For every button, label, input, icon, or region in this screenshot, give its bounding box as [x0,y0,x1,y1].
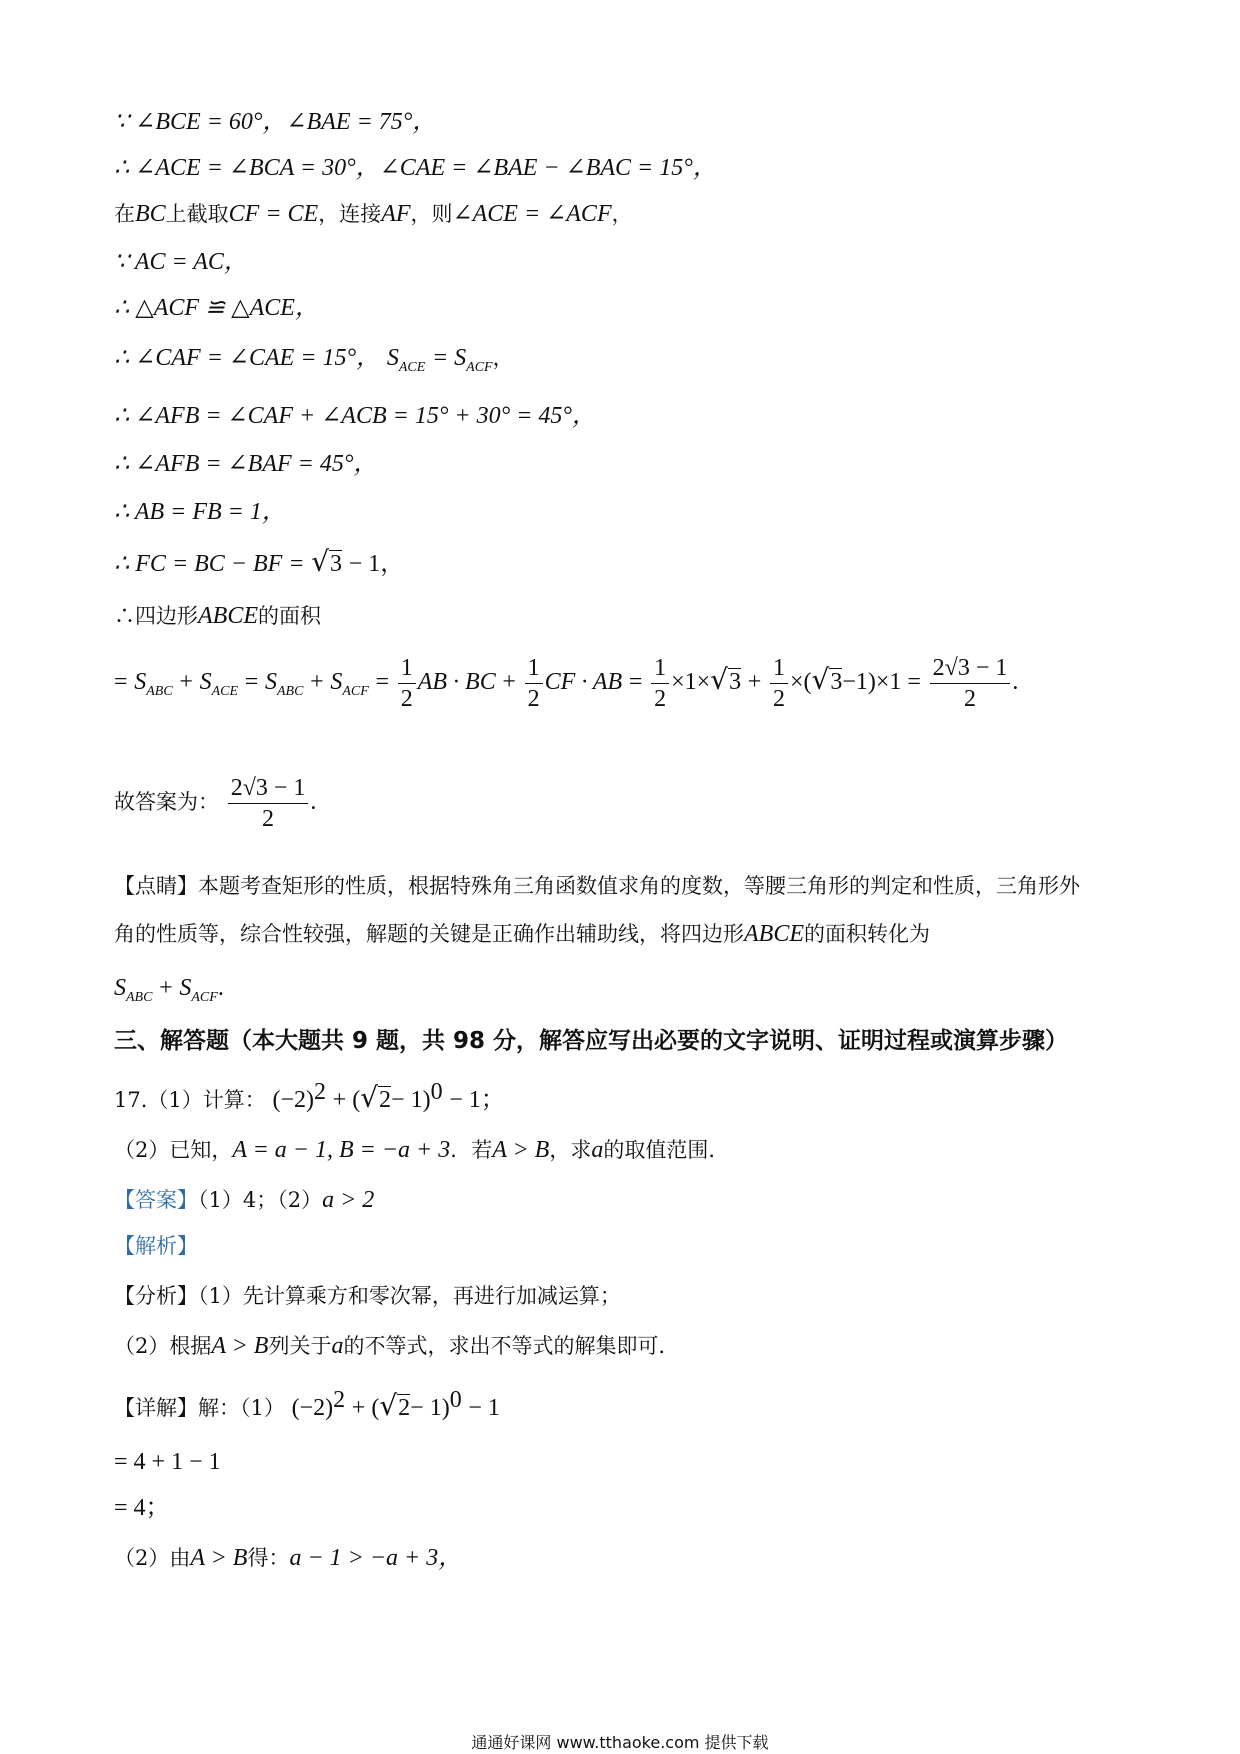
proof-line-10: ∴ FC = BC − BF = √3 − 1， [114,545,405,578]
proof-line-7: ∴ ∠AFB = ∠CAF + ∠ACB = 15° + 30° = 45°， [114,403,597,429]
fenxi-line-2: （2）根据A > B列关于a的不等式，求出不等式的解集即可． [114,1333,680,1359]
dianjing-line-3: $S_{ABC} + S_{ACF}$. [114,975,224,1005]
question-17-part-1: 17.（1）计算： $(-2)^2 + (√2- 1)^0 - 1$； [114,1079,505,1114]
proof-line-8: ∴ ∠AFB = ∠BAF = 45°， [114,451,378,477]
fenxi-line-1: 【分析】（1）先计算乘方和零次幂，再进行加减运算； [114,1284,621,1308]
dianjing-line-2: 角的性质等，综合性较强，解题的关键是正确作出辅助线，将四边形ABCE的面积转化为 [114,921,930,947]
solution-step-3: （2）由A > B得：a − 1 > −a + 3， [114,1545,463,1571]
proof-line-5: ∴ △ACF ≌ △ACE， [114,295,319,321]
dianjing-line-1: 【点睛】本题考查矩形的性质，根据特殊角三角函数值求角的度数，等腰三角形的判定和性质，三角形外 [114,874,1080,898]
jiexi-label: 【解析】 [114,1234,198,1258]
proof-line-11: ∴四边形ABCE的面积 [114,603,321,629]
proof-line-3: 在BC上截取CF = CE，连接AF，则∠ACE = ∠ACF， [114,201,633,227]
page-footer: 通通好课网 www.tthaoke.com 提供下载 [471,1733,769,1752]
area-formula-line: = $S_{ABC} + S_{ACE} = S_{ABC} + S_{ACF}$ = $\frac{1}{2}$ AB · BC + $\frac{1}{2}$ CF · AB = $\frac{1}{2}$ ×1×√3 + $\frac{1}{2}$ ×(√3−1)×1 = $\frac{2√3 - 1}{2}$ . [114,655,1019,712]
proof-line-4: ∵ AC = AC， [114,249,248,275]
xiangjie-line: 【详解】解：（1） $(-2)^2 + (√2- 1)^0 - 1$ [114,1387,500,1422]
section-three-heading: 三、解答题（本大题共 9 题，共 98 分，解答应写出必要的文字说明、证明过程或演算步骤） [114,1028,1069,1054]
solution-step-1: = 4 + 1 − 1 [114,1449,221,1475]
answer-line: 故答案为： $\frac{2√3 - 1}{2}$ . [114,775,317,832]
proof-line-9: ∴ AB = FB = 1， [114,499,286,525]
answer-17: 【答案】（1）4；（2）a > 2 [114,1187,375,1213]
question-17-part-2: （2）已知，A = a − 1, B = −a + 3．若A > B，求a的取值范围． [114,1137,730,1163]
proof-line-6: ∴ ∠CAF = ∠CAE = 15°， $S_{ACE} = S_{ACF}$， [114,345,514,375]
proof-line-1: ∵ ∠BCE = 60°，∠BAE = 75°， [114,109,437,135]
proof-line-2: ∴ ∠ACE = ∠BCA = 30°，∠CAE = ∠BAE − ∠BAC = 15°， [114,155,717,181]
solution-step-2: = 4； [114,1495,170,1521]
